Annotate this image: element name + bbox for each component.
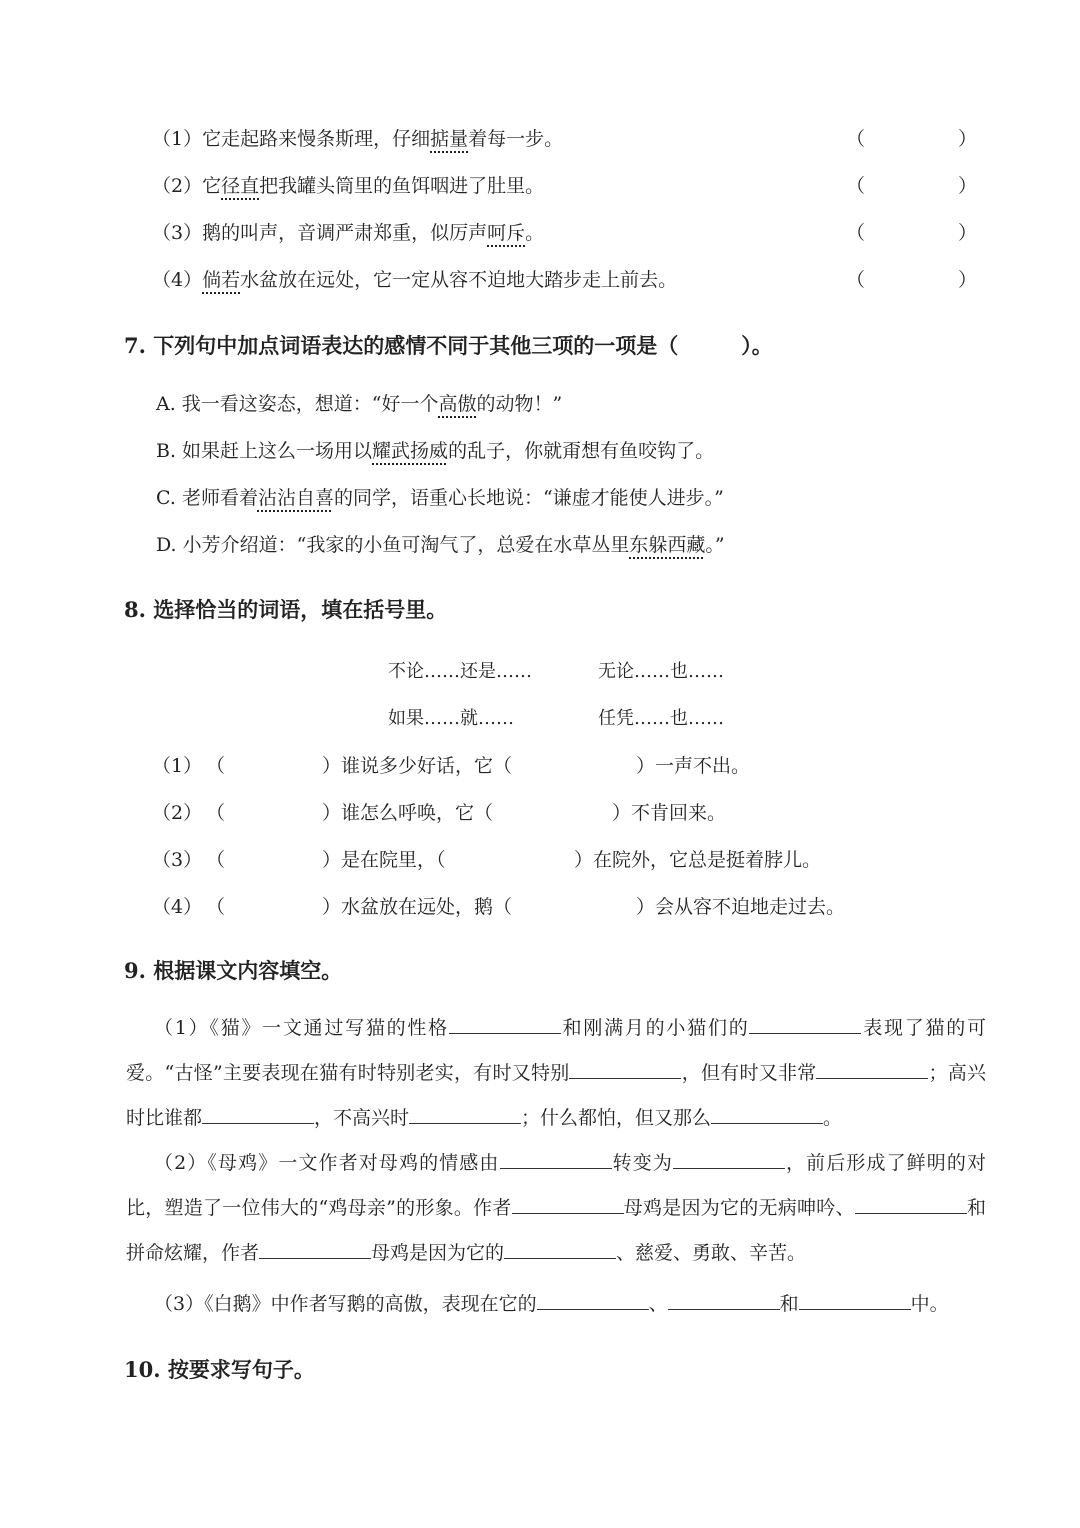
q8-item-1-middle: ）谁说多少好话，它（ xyxy=(322,755,513,777)
q8-item-3-num: （3） xyxy=(152,849,203,871)
q8-item-4-end: ）会从容不迫地走过去。 xyxy=(636,896,846,918)
q6-item-4 xyxy=(152,265,677,292)
q9-p1-text-5: ；高兴时比谁都 xyxy=(126,1062,986,1129)
q9-p3-blank-2[interactable] xyxy=(668,1291,780,1310)
q9-p3-blank-1[interactable] xyxy=(537,1291,649,1310)
q9-p2-blank-1[interactable] xyxy=(500,1150,612,1169)
q7-option-c xyxy=(156,483,724,510)
q6-item-4-dotted-word: 倘若 xyxy=(202,269,241,291)
q7-option-d-dotted-word: 东躲西藏 xyxy=(629,534,706,556)
q7-option-a xyxy=(156,389,562,416)
q7-option-c-dotted-word: 沾沾自喜 xyxy=(257,487,334,509)
q9-p1-blank-4[interactable] xyxy=(816,1060,928,1079)
q6-item-2-dotted-word: 径直 xyxy=(221,175,260,197)
q9-p2-text-6: 母鸡是因为它的 xyxy=(371,1242,505,1264)
q9-p1-text-1: （1）《猫》一文通过写猫的性格 xyxy=(154,1017,449,1039)
q6-item-3-text-end: 。 xyxy=(525,222,545,244)
q8-choice-1: 不论……还是…… xyxy=(388,661,532,682)
q9-p2-blank-3[interactable] xyxy=(512,1195,624,1214)
q9-p3-text-2: 、 xyxy=(648,1293,668,1315)
q7-option-b-dotted-word: 耀武扬威 xyxy=(372,440,449,462)
q9-p3-blank-3[interactable] xyxy=(799,1291,911,1310)
q9-title: 9. 根据课文内容填空。 xyxy=(124,958,343,983)
q6-item-1-dotted-word: 掂量 xyxy=(430,128,469,150)
q7-option-c-text: C. 老师看着 xyxy=(156,487,258,509)
q8-item-2-open: （ xyxy=(206,802,226,824)
q9-p1-text-2: 和刚满月的小猫们的 xyxy=(560,1017,750,1039)
q7-option-d-text-end: 。” xyxy=(705,534,725,556)
q9-p2-text-2: 转变为 xyxy=(611,1152,673,1174)
q9-paragraph-1 xyxy=(126,1006,986,1141)
q9-p3-text-1: （3）《白鹅》中作者写鹅的高傲，表现在它的 xyxy=(154,1293,537,1315)
q9-p1-blank-6[interactable] xyxy=(409,1105,521,1124)
q8-choice-3: 如果……就…… xyxy=(388,708,514,729)
q8-item-3-middle: ）是在院里，（ xyxy=(322,849,446,871)
q7-title: 7. 下列句中加点词语表达的感情不同于其他三项的一项是（ ）。 xyxy=(124,333,773,358)
q9-paragraph-3 xyxy=(126,1282,986,1327)
q7-option-a-text-end: 的动物！” xyxy=(476,393,563,415)
q7-option-d xyxy=(156,530,725,557)
q10-title: 10. 按要求写句子。 xyxy=(124,1357,315,1382)
q8-item-1-num: （1） xyxy=(152,755,203,777)
q9-p1-text-7: ；什么都怕，但又那么 xyxy=(521,1107,712,1129)
q9-p1-blank-1[interactable] xyxy=(449,1015,561,1034)
q6-item-2-text: （2）它 xyxy=(152,175,222,197)
q9-p2-blank-5[interactable] xyxy=(259,1240,371,1259)
q6-item-4-text: （4） xyxy=(152,269,203,291)
q8-choice-4: 任凭……也…… xyxy=(598,708,724,729)
q6-item-3-answer-open: （ xyxy=(846,222,866,244)
q9-p3-text-4: 中。 xyxy=(910,1293,949,1315)
q9-p2-text-4: 母鸡是因为它的无病呻吟、 xyxy=(623,1197,855,1219)
q6-item-4-text-end: 水盆放在远处，它一定从容不迫地大踏步走上前去。 xyxy=(240,269,678,291)
q9-p2-text-7: 、慈爱、勇敢、辛苦。 xyxy=(616,1242,807,1264)
q6-item-3-text: （3）鹅的叫声，音调严肃郑重，似厉声 xyxy=(152,222,488,244)
q9-p1-text-4: ，但有时又非常 xyxy=(681,1062,817,1084)
q6-item-1-text: （1）它走起路来慢条斯理，仔细 xyxy=(152,128,431,150)
q8-title: 8. 选择恰当的词语，填在括号里。 xyxy=(124,597,448,622)
q6-item-3-dotted-word: 呵斥 xyxy=(487,222,526,244)
q6-item-2-answer-open: （ xyxy=(846,175,866,197)
q9-p2-text-3: ，前后形成了鲜明的对比，塑造了一位伟大的“鸡母亲”的形象。作者 xyxy=(126,1152,986,1219)
q8-item-1-open: （ xyxy=(206,755,226,777)
q8-item-2-end: ）不肯回来。 xyxy=(612,802,727,824)
q9-p3-text-3: 和 xyxy=(779,1293,799,1315)
q6-item-1 xyxy=(152,124,563,151)
q9-p2-text-1: （2）《母鸡》一文作者对母鸡的情感由 xyxy=(154,1152,500,1174)
q9-p1-blank-3[interactable] xyxy=(569,1060,681,1079)
q8-choice-2: 无论……也…… xyxy=(598,661,724,682)
q8-item-3-end: ）在院外，它总是挺着脖儿。 xyxy=(574,849,822,871)
q7-option-d-text: D. 小芳介绍道：“我家的小鱼可淘气了，总爱在水草丛里 xyxy=(156,534,630,556)
q6-item-1-text-end: 着每一步。 xyxy=(468,128,564,150)
q9-p1-text-8: 。 xyxy=(823,1107,843,1129)
q9-p1-text-3: 表现了猫的可爱。“古怪”主要表现在猫有时特别老实，有时又特别 xyxy=(126,1017,986,1084)
q7-option-b-text-end: 的乱子，你就甭想有鱼咬钩了。 xyxy=(448,440,715,462)
q9-p2-blank-6[interactable] xyxy=(504,1240,616,1259)
q9-p2-blank-2[interactable] xyxy=(673,1150,785,1169)
q9-p1-blank-2[interactable] xyxy=(749,1015,861,1034)
q9-p1-blank-7[interactable] xyxy=(711,1105,823,1124)
q6-item-2-answer-close: ） xyxy=(958,175,978,197)
q8-item-4-middle: ）水盆放在远处，鹅（ xyxy=(322,896,513,918)
q7-option-b-text: B. 如果赶上这么一场用以 xyxy=(156,440,373,462)
q9-p2-text-5: 和拼命炫耀，作者 xyxy=(126,1197,986,1264)
q6-item-2-text-end: 把我罐头筒里的鱼饵咽进了肚里。 xyxy=(259,175,545,197)
q8-item-3-open: （ xyxy=(206,849,226,871)
q6-item-1-answer-open: （ xyxy=(846,128,866,150)
q8-item-1-end: ）一声不出。 xyxy=(636,755,751,777)
q6-item-3-answer-close: ） xyxy=(958,222,978,244)
q8-item-4-open: （ xyxy=(206,896,226,918)
q7-option-a-dotted-word: 高傲 xyxy=(438,393,477,415)
q6-item-3 xyxy=(152,218,544,245)
q7-option-a-text: A. 我一看这姿态，想道：“好一个 xyxy=(156,393,439,415)
q8-item-4-num: （4） xyxy=(152,896,203,918)
q6-item-1-answer-close: ） xyxy=(958,128,978,150)
q9-paragraph-2 xyxy=(126,1141,986,1276)
q8-item-2-middle: ）谁怎么呼唤，它（ xyxy=(322,802,494,824)
q9-p2-blank-4[interactable] xyxy=(855,1195,967,1214)
q9-p1-text-6: ，不高兴时 xyxy=(314,1107,410,1129)
q9-p1-blank-5[interactable] xyxy=(202,1105,314,1124)
q6-item-4-answer-open: （ xyxy=(846,269,866,291)
q8-item-2-num: （2） xyxy=(152,802,203,824)
q7-option-b xyxy=(156,436,714,463)
q7-option-c-text-end: 的同学，语重心长地说：“谦虚才能使人进步。” xyxy=(333,487,724,509)
q6-item-4-answer-close: ） xyxy=(958,269,978,291)
q6-item-2 xyxy=(152,171,544,198)
